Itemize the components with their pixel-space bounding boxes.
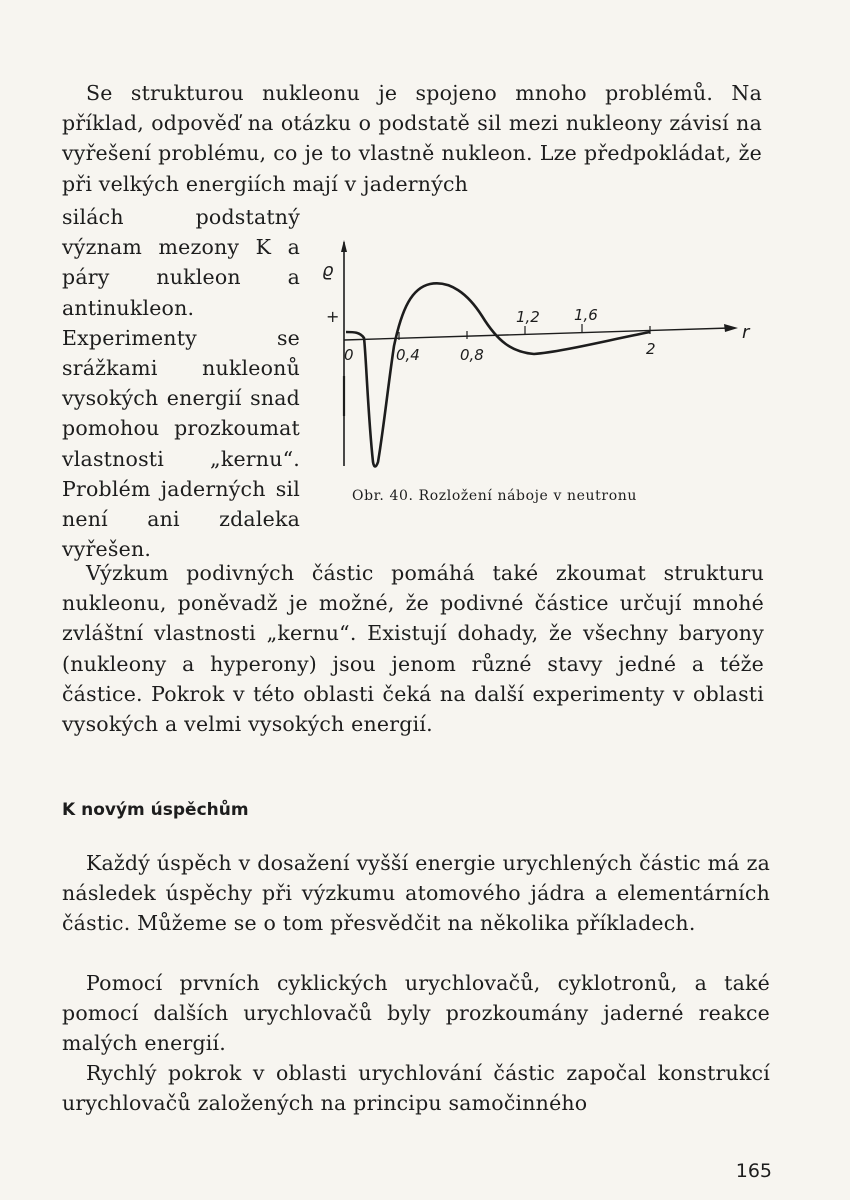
minus-sign: −	[326, 370, 342, 391]
tick-label-0-8: 0,8	[460, 346, 484, 364]
paragraph-5: Rychlý pokrok v oblasti urychlování částic započal konstrukcí urychlovačů založených na principu samočinného	[62, 1061, 770, 1116]
charge-distribution-figure	[310, 236, 770, 516]
paragraph-1-top: Se strukturou nukleonu je spojeno mnoho problémů. Na příklad, odpověď na otázku o podstatě sil mezi nukleony závisí na vyřešení problému, co je to vlastně nukleon. Lze předpokládat, že při velkých energiích mají v jaderných	[62, 81, 762, 196]
x-axis-label: r	[742, 322, 750, 343]
figure-caption: Obr. 40. Rozložení náboje v neutronu	[352, 488, 637, 504]
y-axis-label: ϱ	[322, 260, 334, 281]
tick-label-1-6: 1,6	[574, 306, 598, 324]
charge-distribution-plot	[310, 236, 770, 516]
paragraph-2: Výzkum podivných částic pomáhá také zkoumat strukturu nukleonu, poněvadž je možné, že podivné částice určují mnohé zvláštní vlastnosti „kernu“. Existují dohady, že všechny baryony (nukleony a hyperony) jsou jenom různé stavy jedné a téže částice. Pokrok v této oblasti čeká na další experimenty v oblasti vysokých a velmi vysokých energií.	[62, 561, 764, 737]
paragraph-3: Každý úspěch v dosažení vyšší energie urychlených částic má za následek úspěchy při výzkumu atomového jádra a elementárních částic. Můžeme se o tom přesvědčit na několika příkladech.	[62, 851, 770, 936]
x-axis-arrow	[724, 324, 738, 332]
tick-label-2: 2	[646, 340, 656, 358]
section-heading: K novým úspěchům	[62, 800, 249, 820]
paragraph-1-wrapped: silách podstatný význam mezony K a páry nukleon a antinukleon. Experimenty se srážkami nukleonů vysokých energií snad pomohou prozkoumat vlastnosti „kernu“. Problém jaderných sil není ani zdaleka vyřešen.	[62, 205, 300, 562]
x-axis	[344, 328, 730, 340]
tick-label-1-2: 1,2	[516, 308, 540, 326]
paragraph-4: Pomocí prvních cyklických urychlovačů, cyklotronů, a také pomocí dalších urychlovačů byly prozkoumány jaderné reakce malých energií.	[62, 971, 770, 1056]
page-number: 165	[735, 1160, 772, 1182]
tick-label-0-4: 0,4	[396, 346, 420, 364]
plus-sign: +	[326, 307, 340, 326]
y-axis-arrow	[341, 240, 347, 252]
charge-density-curve	[346, 283, 650, 466]
origin-label: 0	[344, 346, 354, 364]
